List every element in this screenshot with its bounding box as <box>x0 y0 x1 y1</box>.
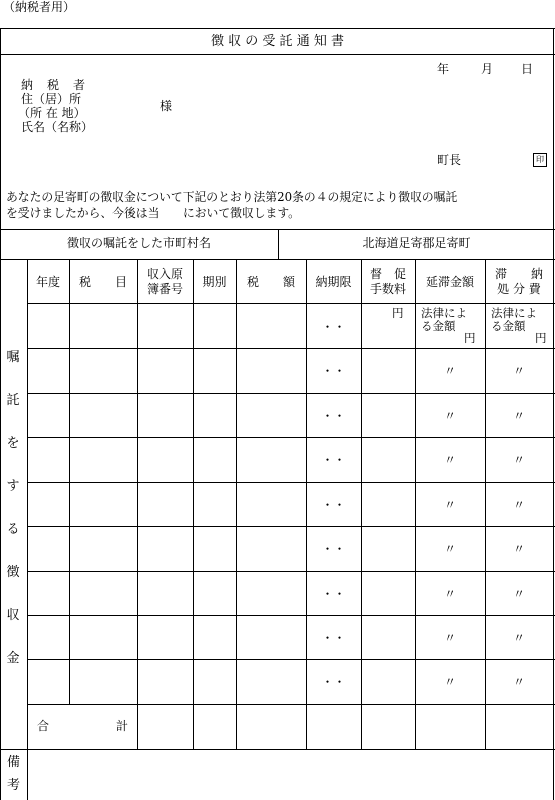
disposition-law-1: 法律によ <box>491 306 537 320</box>
col-header-late-fee: 延滞金額 <box>425 275 474 289</box>
side-label-char: る <box>6 522 20 537</box>
side-label-char: 収 <box>6 608 20 623</box>
deadline-dots: ・・ <box>321 453 346 467</box>
col-header-deadline: 納期限 <box>315 275 352 289</box>
col-header-fee-2: 手数料 <box>369 282 406 296</box>
deadline-dots: ・・ <box>321 498 346 512</box>
location-label: （所 在 地） <box>18 106 86 120</box>
disposition-ditto: 〃 <box>512 364 525 378</box>
col-header-year: 年度 <box>35 275 60 289</box>
honorific-sama: 様 <box>160 99 173 113</box>
row-line <box>27 659 555 660</box>
side-label-char: 金 <box>6 651 20 666</box>
col-header-tax-amount: 税 額 <box>246 275 295 289</box>
header-bottom <box>27 303 555 304</box>
row-line <box>27 482 555 483</box>
disposition-ditto: 〃 <box>512 498 525 512</box>
notice-line-2: を受けましたから、今後は当 において徴収します。 <box>6 206 300 220</box>
late-fee-law-2: る金額 <box>421 319 456 333</box>
total-label-b: 計 <box>116 719 129 733</box>
frame-top <box>0 28 555 29</box>
form-copy-note: （納税者用） <box>3 0 76 14</box>
disposition-ditto: 〃 <box>512 542 525 556</box>
late-fee-law-1: 法律によ <box>421 306 467 320</box>
notice-line-1: あなたの足寄町の徴収金について下記のとおり法第20条の４の規定により徴収の嘱託 <box>6 190 458 204</box>
entrust-label: 徴収の嘱託をした市町村名 <box>66 236 211 250</box>
late-fee-ditto: 〃 <box>443 409 456 423</box>
form-title: 徴 収 の 受 託 通 知 書 <box>211 34 344 49</box>
remarks-label-char: 考 <box>7 778 21 793</box>
deadline-dots: ・・ <box>321 542 346 556</box>
row-line <box>27 393 555 394</box>
row-line <box>27 571 555 572</box>
taxpayer-label: 納 税 者 <box>21 78 87 92</box>
late-fee-ditto: 〃 <box>443 587 456 601</box>
side-label-entrusted-levy <box>4 349 22 693</box>
side-label-char: 徴 <box>6 565 20 580</box>
disposition-ditto: 〃 <box>512 675 525 689</box>
mayor-label: 町長 <box>437 153 462 167</box>
frame-right <box>553 28 554 800</box>
col-line-period <box>236 259 237 749</box>
total-label-a: 合 <box>37 719 50 733</box>
late-fee-ditto: 〃 <box>443 498 456 512</box>
date-month-label: 月 <box>481 62 494 76</box>
col-header-disposition-1: 滞 納 <box>494 267 543 281</box>
side-label-char: す <box>6 479 20 494</box>
disposition-ditto: 〃 <box>512 587 525 601</box>
frame-left <box>0 28 1 800</box>
disposition-yen-unit: 円 <box>535 331 547 345</box>
col-header-period: 期別 <box>202 275 227 289</box>
col-header-fee-1: 督 促 <box>369 267 406 281</box>
late-fee-ditto: 〃 <box>443 631 456 645</box>
entrust-value: 北海道足寄郡足寄町 <box>362 236 471 250</box>
col-line-deadline <box>361 259 362 749</box>
late-fee-ditto: 〃 <box>443 364 456 378</box>
col-header-ledger-2: 簿番号 <box>146 282 183 296</box>
disposition-law-2: る金額 <box>491 319 526 333</box>
date-day-label: 日 <box>521 62 534 76</box>
late-fee-ditto: 〃 <box>443 675 456 689</box>
col-header-ledger-1: 収入原 <box>146 267 183 281</box>
deadline-dots: ・・ <box>321 409 346 423</box>
side-label-char: 託 <box>6 393 20 408</box>
deadline-dots: ・・ <box>321 320 346 334</box>
name-label: 氏名（名称） <box>21 120 94 134</box>
title-divider <box>0 54 555 55</box>
seal-mark: 印 <box>533 153 547 167</box>
disposition-ditto: 〃 <box>512 453 525 467</box>
remarks-label-char: 備 <box>7 755 21 770</box>
col-line-ledger <box>193 259 194 749</box>
side-label-char: を <box>6 436 20 451</box>
row-line <box>27 704 555 705</box>
row-line <box>27 615 555 616</box>
deadline-dots: ・・ <box>321 631 346 645</box>
side-col-line <box>27 259 28 800</box>
total-row-bottom <box>0 749 555 750</box>
fee-yen-unit: 円 <box>392 306 404 320</box>
date-year-label: 年 <box>437 62 450 76</box>
col-header-disposition-2: 処 分 費 <box>497 282 541 296</box>
address-label: 住（居）所 <box>21 92 82 106</box>
row-line <box>27 437 555 438</box>
side-label-char: 嘱 <box>6 350 20 365</box>
disposition-ditto: 〃 <box>512 409 525 423</box>
deadline-dots: ・・ <box>321 364 346 378</box>
row-line <box>27 348 555 349</box>
row-line <box>27 526 555 527</box>
late-fee-ditto: 〃 <box>443 542 456 556</box>
entrust-row-bottom <box>0 259 555 260</box>
deadline-dots: ・・ <box>321 675 346 689</box>
late-fee-yen-unit: 円 <box>464 331 476 345</box>
late-fee-ditto: 〃 <box>443 453 456 467</box>
col-header-tax-item: 税 目 <box>78 275 127 289</box>
col-line-taxitem <box>137 259 138 749</box>
deadline-dots: ・・ <box>321 587 346 601</box>
disposition-ditto: 〃 <box>512 631 525 645</box>
